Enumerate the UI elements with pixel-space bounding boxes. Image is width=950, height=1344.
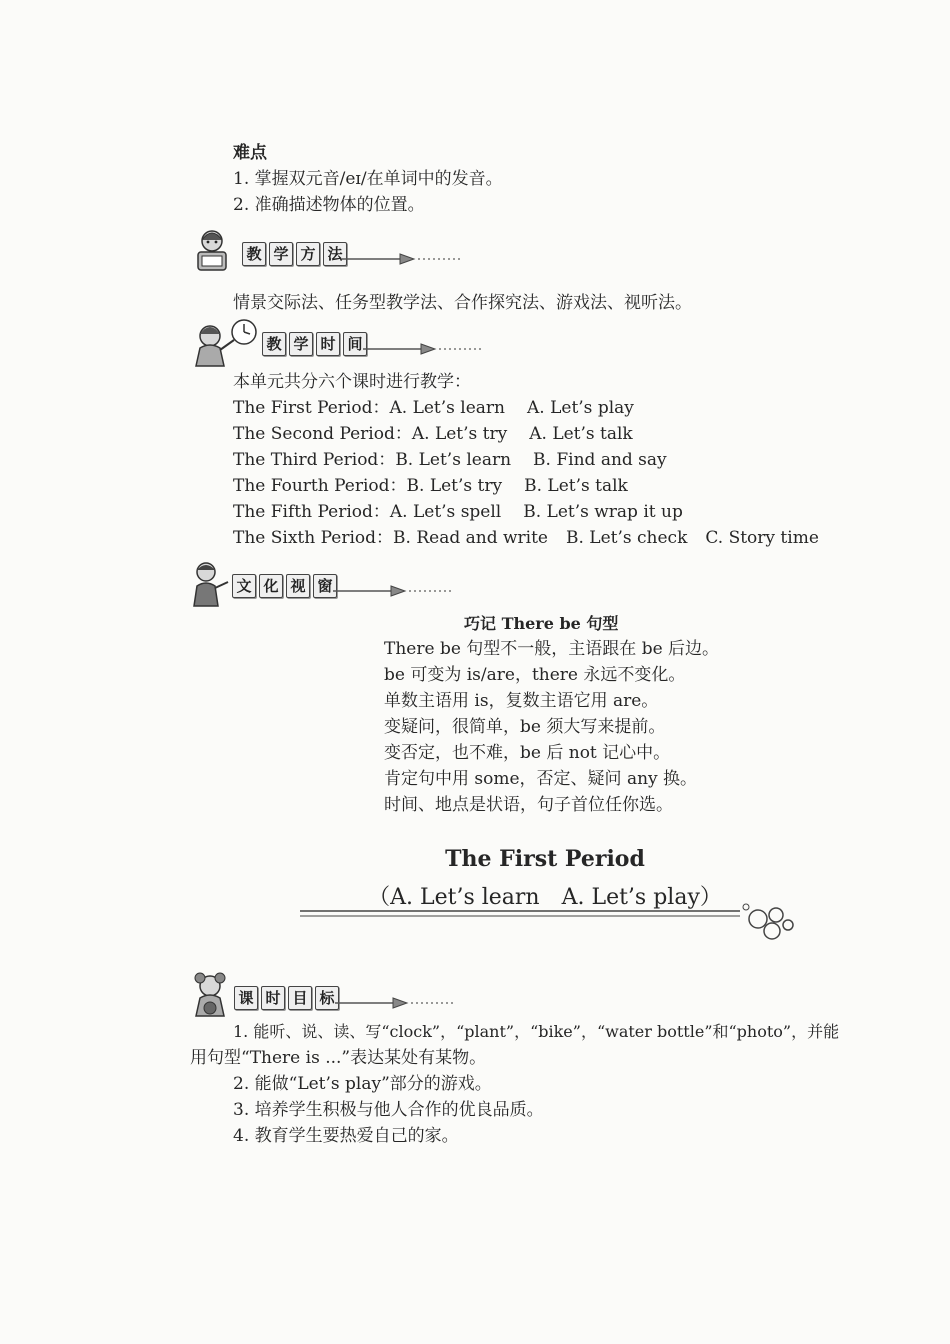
time-title-char: 教 <box>262 332 286 356</box>
schedule-row <box>233 421 819 447</box>
man-pointing-icon <box>188 560 232 608</box>
schedule-row <box>233 525 819 551</box>
period-schedule <box>233 395 819 551</box>
period-title: The First Period <box>445 846 645 872</box>
period-part: B. Let’s try <box>406 476 503 496</box>
period-part: A. Let’s spell <box>389 502 502 522</box>
time-title-char: 学 <box>289 332 313 356</box>
period-name: The First Period： <box>233 398 390 418</box>
methods-title-char: 方 <box>296 242 320 266</box>
boy-reading-icon <box>192 228 238 274</box>
section-header-methods <box>192 228 492 272</box>
period-name: The Sixth Period： <box>233 528 394 548</box>
schedule-row <box>233 395 819 421</box>
period-part: B. Let’s wrap it up <box>523 502 683 522</box>
section-header-time <box>188 318 488 362</box>
period-name: The Third Period： <box>233 450 396 470</box>
period-part: B. Let’s learn <box>395 450 512 470</box>
time-title-char: 时 <box>316 332 340 356</box>
period-part: A. Let’s talk <box>529 424 633 444</box>
section-header-objectives <box>190 972 490 1016</box>
title-underline-bubbles-icon <box>296 903 796 945</box>
girl-icon <box>190 972 236 1018</box>
dotted-arrow-icon <box>335 997 455 1009</box>
methods-text: 情景交际法、任务型教学法、合作探究法、游戏法、视听法。 <box>233 293 692 313</box>
schedule-row <box>233 447 819 473</box>
culture-title-char: 视 <box>286 574 310 598</box>
poem-title: 巧记 There be 句型 <box>464 614 619 633</box>
period-part: B. Read and write <box>393 528 548 548</box>
period-part: C. Story time <box>705 528 819 548</box>
period-part: A. Let’s learn <box>389 398 506 418</box>
time-title-char: 间 <box>343 332 367 356</box>
objective-3: 3. 培养学生积极与他人合作的优良品质。 <box>233 1100 544 1120</box>
objective-1-cont: 用句型“There is ...”表达某处有某物。 <box>190 1048 487 1068</box>
period-part: A. Let’s try <box>411 424 508 444</box>
objective-4: 4. 教育学生要热爱自己的家。 <box>233 1126 459 1146</box>
poem-line: 时间、地点是状语，句子首位任你选。 <box>384 795 673 815</box>
poem <box>384 636 719 818</box>
dotted-arrow-icon <box>342 253 462 265</box>
period-name: The Second Period： <box>233 424 412 444</box>
poem-line: There be 句型不一般，主语跟在 be 后边。 <box>384 639 720 659</box>
dotted-arrow-icon <box>363 343 483 355</box>
schedule-row <box>233 499 819 525</box>
difficulty-item-2: 2. 准确描述物体的位置。 <box>233 195 425 215</box>
poem-line: 变否定，也不难，be 后 not 记心中。 <box>384 743 671 763</box>
methods-title-char: 教 <box>242 242 266 266</box>
objective-2: 2. 能做“Let’s play”部分的游戏。 <box>233 1074 492 1094</box>
section-header-culture <box>188 560 488 604</box>
objectives-title-char: 课 <box>234 986 258 1010</box>
dotted-arrow-icon <box>333 585 453 597</box>
methods-title-char: 法 <box>323 242 347 266</box>
difficulty-item-1: 1. 掌握双元音/eɪ/在单词中的发音。 <box>233 169 503 189</box>
period-name: The Fourth Period： <box>233 476 407 496</box>
period-part: B. Find and say <box>533 450 667 470</box>
difficulty-heading: 难点 <box>233 143 267 163</box>
methods-title-char: 学 <box>269 242 293 266</box>
period-part: B. Let’s check <box>566 528 688 548</box>
schedule-row <box>233 473 819 499</box>
culture-title-char: 文 <box>232 574 256 598</box>
period-name: The Fifth Period： <box>233 502 390 522</box>
teacher-clock-icon <box>188 318 260 368</box>
objectives-title-char: 目 <box>288 986 312 1010</box>
poem-line: 肯定句中用 some，否定、疑问 any 换。 <box>384 769 698 789</box>
poem-line: be 可变为 is/are，there 永远不变化。 <box>384 665 686 685</box>
objective-1: 1. 能听、说、读、写“clock”，“plant”，“bike”，“water bottle”和“photo”，并能 <box>233 1022 840 1041</box>
period-subtitle: （A. Let’s learn A. Let’s play） <box>368 885 722 910</box>
culture-title-char: 化 <box>259 574 283 598</box>
objectives-title-char: 时 <box>261 986 285 1010</box>
poem-line: 单数主语用 is，复数主语它用 are。 <box>384 691 659 711</box>
period-part: B. Let’s talk <box>524 476 628 496</box>
time-intro: 本单元共分六个课时进行教学： <box>233 372 471 392</box>
culture-title-char: 窗 <box>313 574 337 598</box>
poem-line: 变疑问，很简单，be 须大写来提前。 <box>384 717 666 737</box>
period-part: A. Let’s play <box>527 398 634 418</box>
objectives-title-char: 标 <box>315 986 339 1010</box>
